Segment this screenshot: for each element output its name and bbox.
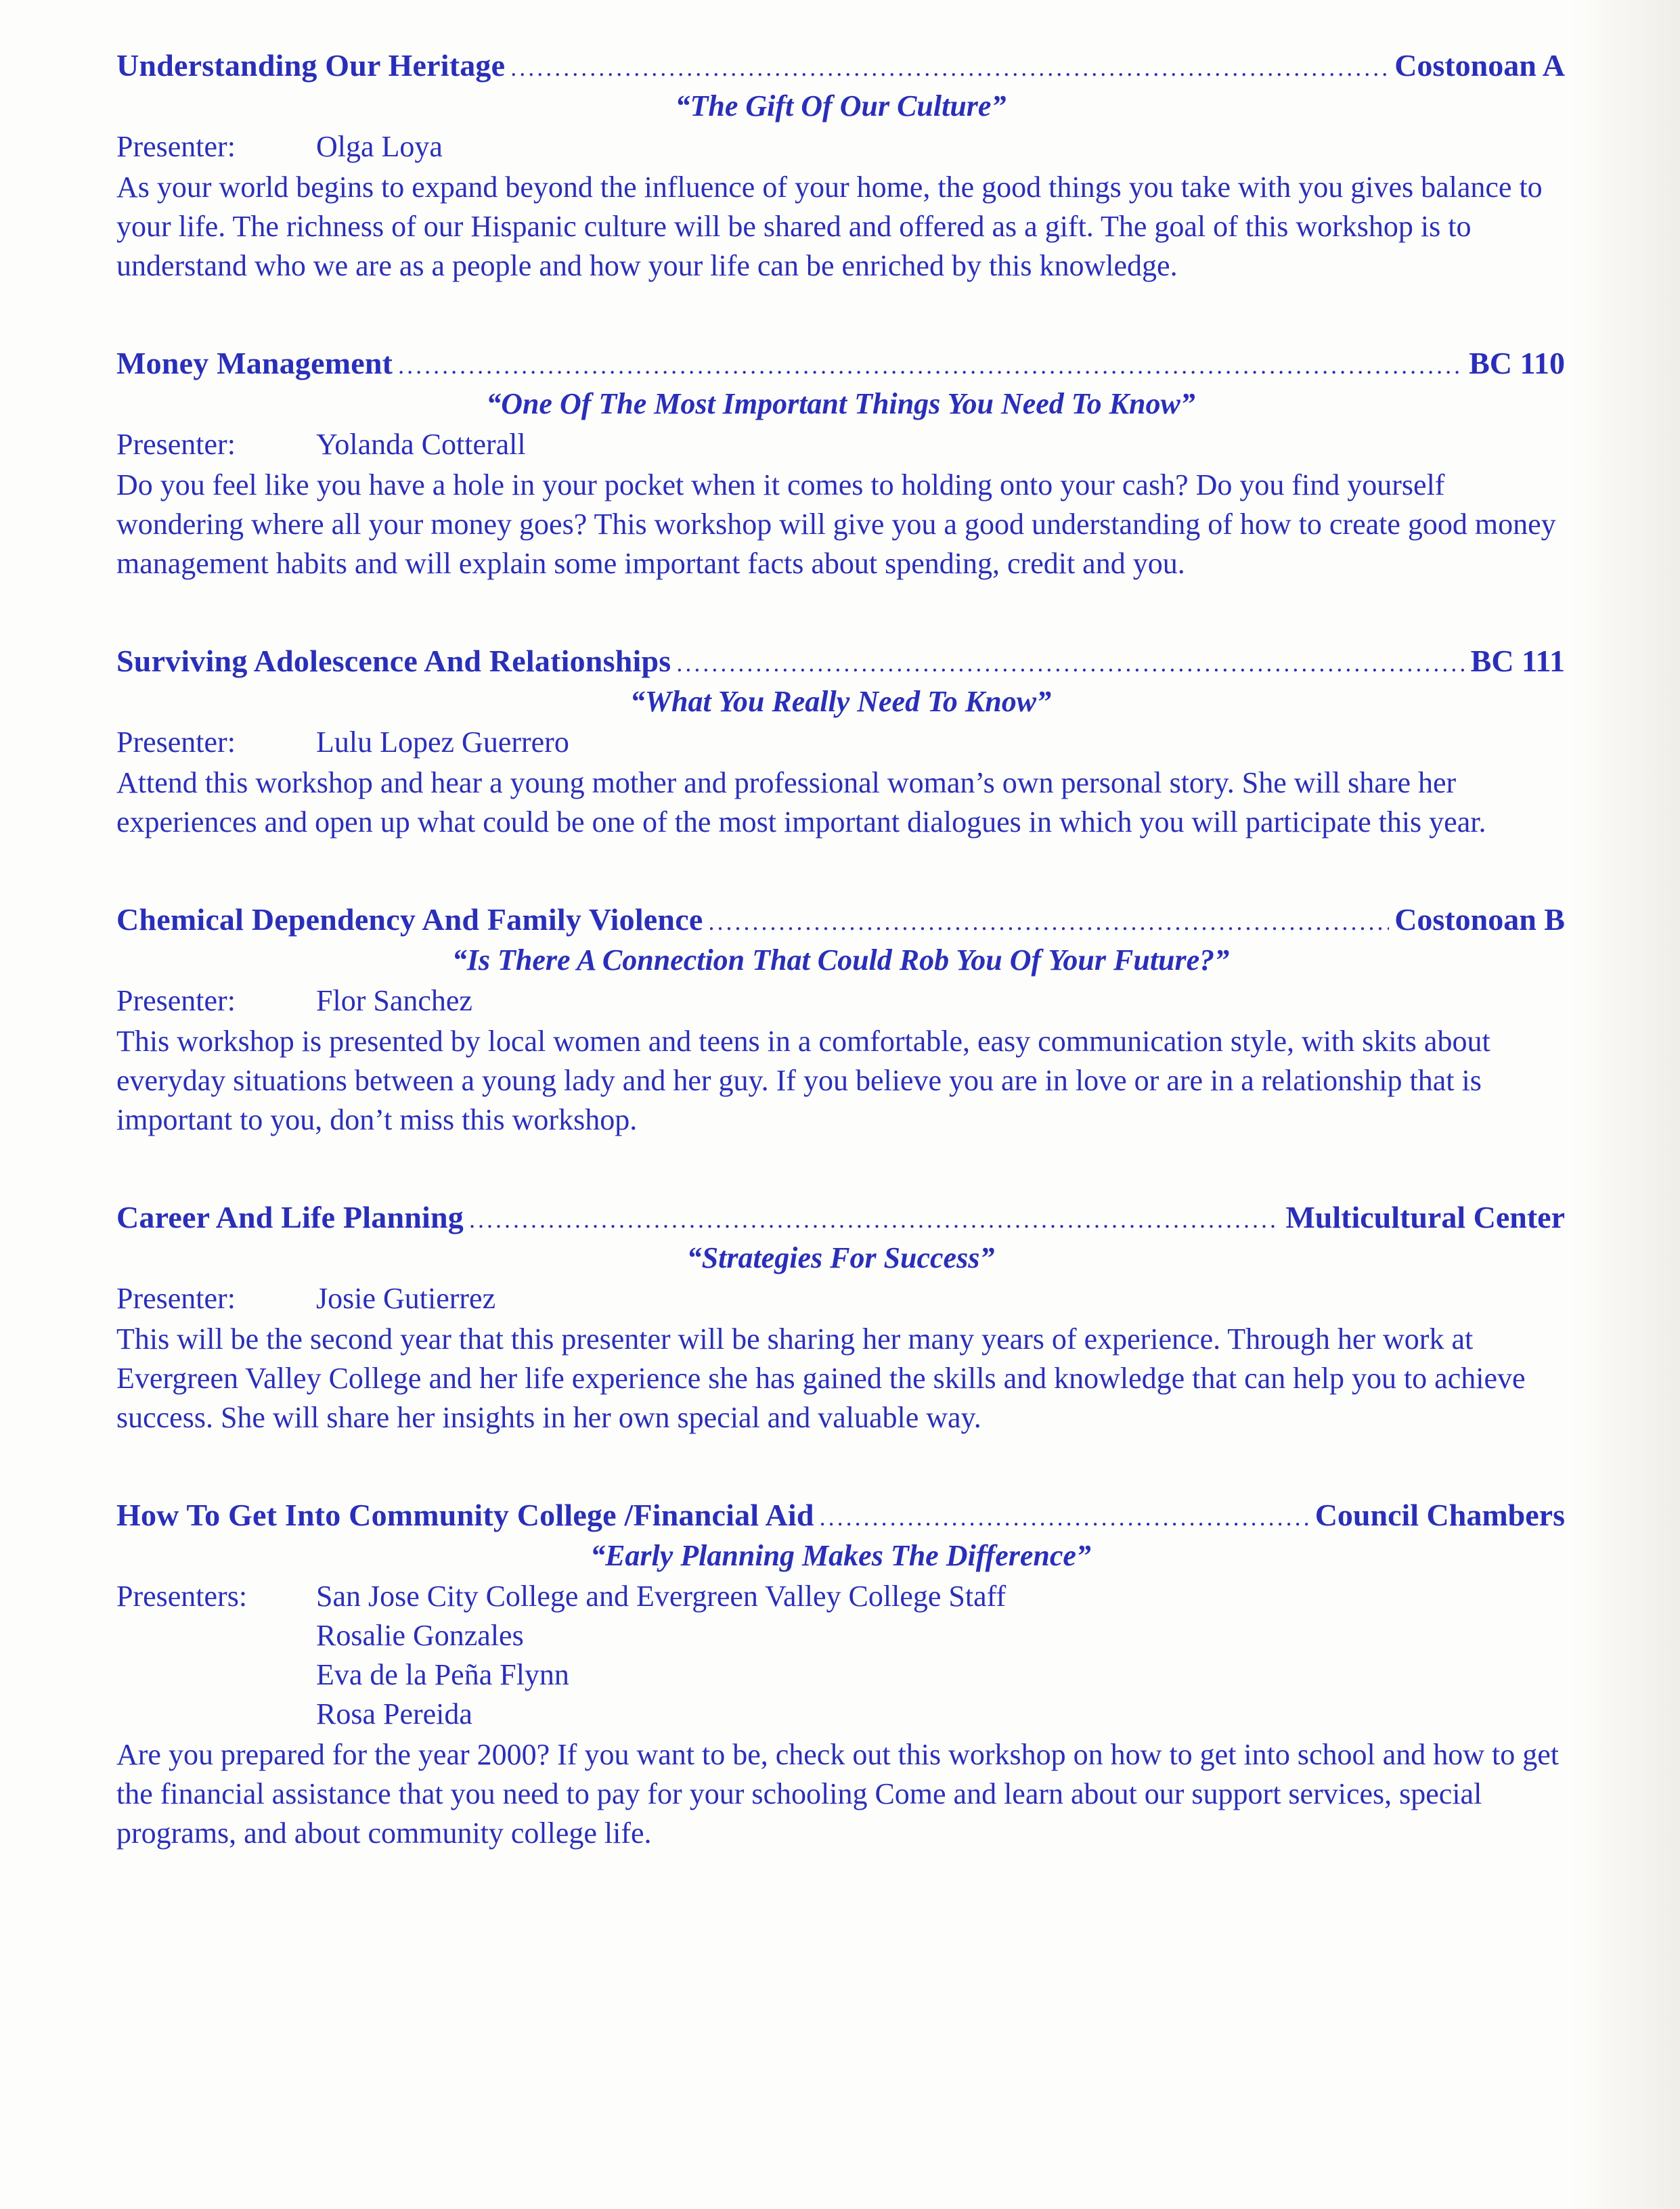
workshop-title: Understanding Our Heritage xyxy=(116,48,506,83)
dot-leader xyxy=(398,351,1463,380)
dot-leader xyxy=(820,1503,1310,1532)
dot-leader xyxy=(510,53,1389,82)
presenter-names xyxy=(316,1577,1006,1734)
presenter-name: Flor Sanchez xyxy=(316,984,472,1017)
presenter-names xyxy=(316,981,472,1021)
presenter-row xyxy=(116,1577,1565,1734)
presenter-label: Presenter: xyxy=(116,1282,236,1315)
presenter-label: Presenter: xyxy=(116,984,236,1017)
workshop-career-life-planning xyxy=(116,1199,1565,1437)
workshop-description: Are you prepared for the year 2000? If you want to be, check out this workshop on how to get into school and how to get the financial assistance that you need to pay for your schooling Come and learn about our support services, special programs, and about community college life. xyxy=(116,1738,1560,1850)
workshop-subtitle: “What You Really Need To Know” xyxy=(629,685,1052,718)
presenter-row xyxy=(116,425,1565,464)
workshop-list xyxy=(116,47,1565,1913)
dot-leader xyxy=(676,649,1465,677)
workshop-heading xyxy=(116,1497,1565,1533)
workshop-money-management xyxy=(116,345,1565,583)
workshop-heading xyxy=(116,901,1565,937)
workshop-subtitle: “One Of The Most Important Things You Need To Know” xyxy=(486,387,1195,420)
workshop-title: Career And Life Planning xyxy=(116,1200,464,1234)
presenter-name: Olga Loya xyxy=(316,130,443,163)
workshop-community-college-financial-aid xyxy=(116,1497,1565,1853)
presenter-names xyxy=(316,127,443,166)
workshop-description: Attend this workshop and hear a young mother and professional woman’s own personal story. She will share her experiences and open up what could be one of the most important dialogues in which you will participate this year. xyxy=(116,766,1486,839)
workshop-heading xyxy=(116,1199,1565,1235)
workshop-subtitle: “Is There A Connection That Could Rob You Of Your Future?” xyxy=(451,943,1230,977)
workshop-location: Costonoan B xyxy=(1394,902,1565,937)
workshop-title: How To Get Into Community College /Financial Aid xyxy=(116,1498,814,1532)
presenter-name: Josie Gutierrez xyxy=(316,1282,496,1315)
workshop-heading xyxy=(116,47,1565,83)
presenter-names xyxy=(316,425,526,464)
workshop-subtitle: “Early Planning Makes The Difference” xyxy=(590,1539,1091,1572)
workshop-location: Council Chambers xyxy=(1314,1498,1565,1532)
dot-leader xyxy=(469,1205,1280,1234)
presenter-label: Presenter: xyxy=(116,726,236,759)
workshop-understanding-our-heritage xyxy=(116,47,1565,286)
workshop-description: This will be the second year that this presenter will be sharing her many years of experience. Through her work at Evergreen Valley College and her life experience she has gained the skills and knowledge that can help you to achieve success. She will share her insights in her own special and valuable way. xyxy=(116,1322,1526,1434)
workshop-location: BC 110 xyxy=(1469,346,1565,380)
workshop-title: Chemical Dependency And Family Violence xyxy=(116,902,703,937)
workshop-subtitle: “The Gift Of Our Culture” xyxy=(675,89,1007,122)
workshop-location: Multicultural Center xyxy=(1285,1200,1565,1234)
presenter-name: Eva de la Peña Flynn xyxy=(316,1658,569,1691)
workshop-title: Surviving Adolescence And Relationships xyxy=(116,644,671,678)
presenter-row xyxy=(116,127,1565,166)
presenter-names xyxy=(316,723,569,762)
presenter-label: Presenters: xyxy=(116,1580,248,1613)
presenter-label: Presenter: xyxy=(116,130,236,163)
presenter-row xyxy=(116,981,1565,1021)
presenter-row xyxy=(116,1279,1565,1318)
workshop-chemical-dependency xyxy=(116,901,1565,1140)
workshop-description: Do you feel like you have a hole in your pocket when it comes to holding onto your cash? Do you find yourself wondering where all your money goes? This workshop will give you a good understanding of how to create good money management habits and will explain some important facts about spending, credit and you. xyxy=(116,468,1556,580)
presenter-name: Lulu Lopez Guerrero xyxy=(316,726,569,759)
workshop-subtitle: “Strategies For Success” xyxy=(686,1241,995,1274)
workshop-title: Money Management xyxy=(116,346,393,380)
presenter-name: Rosa Pereida xyxy=(316,1697,472,1731)
page-edge-shadow xyxy=(1572,0,1680,2209)
dot-leader xyxy=(708,908,1389,936)
workshop-description: As your world begins to expand beyond the influence of your home, the good things you take with you gives balance to your life. The richness of our Hispanic culture will be shared and offered as a gift. The goal of this workshop is to understand who we are as a people and how your life can be enriched by this knowledge. xyxy=(116,171,1543,282)
presenter-name: Rosalie Gonzales xyxy=(316,1619,524,1652)
workshop-location: BC 111 xyxy=(1470,644,1565,678)
presenter-names xyxy=(316,1279,495,1318)
workshop-surviving-adolescence xyxy=(116,643,1565,842)
workshop-description: This workshop is presented by local women and teens in a comfortable, easy communication style, with skits about everyday situations between a young lady and her guy. If you believe you are in love or are in a relationship that is important to you, don’t miss this workshop. xyxy=(116,1025,1490,1136)
presenter-label: Presenter: xyxy=(116,428,236,461)
workshop-location: Costonoan A xyxy=(1394,48,1565,83)
presenter-row xyxy=(116,723,1565,762)
presenter-name: San Jose City College and Evergreen Valley College Staff xyxy=(316,1580,1007,1613)
workshop-heading xyxy=(116,345,1565,381)
presenter-name: Yolanda Cotterall xyxy=(316,428,526,461)
workshop-heading xyxy=(116,643,1565,679)
